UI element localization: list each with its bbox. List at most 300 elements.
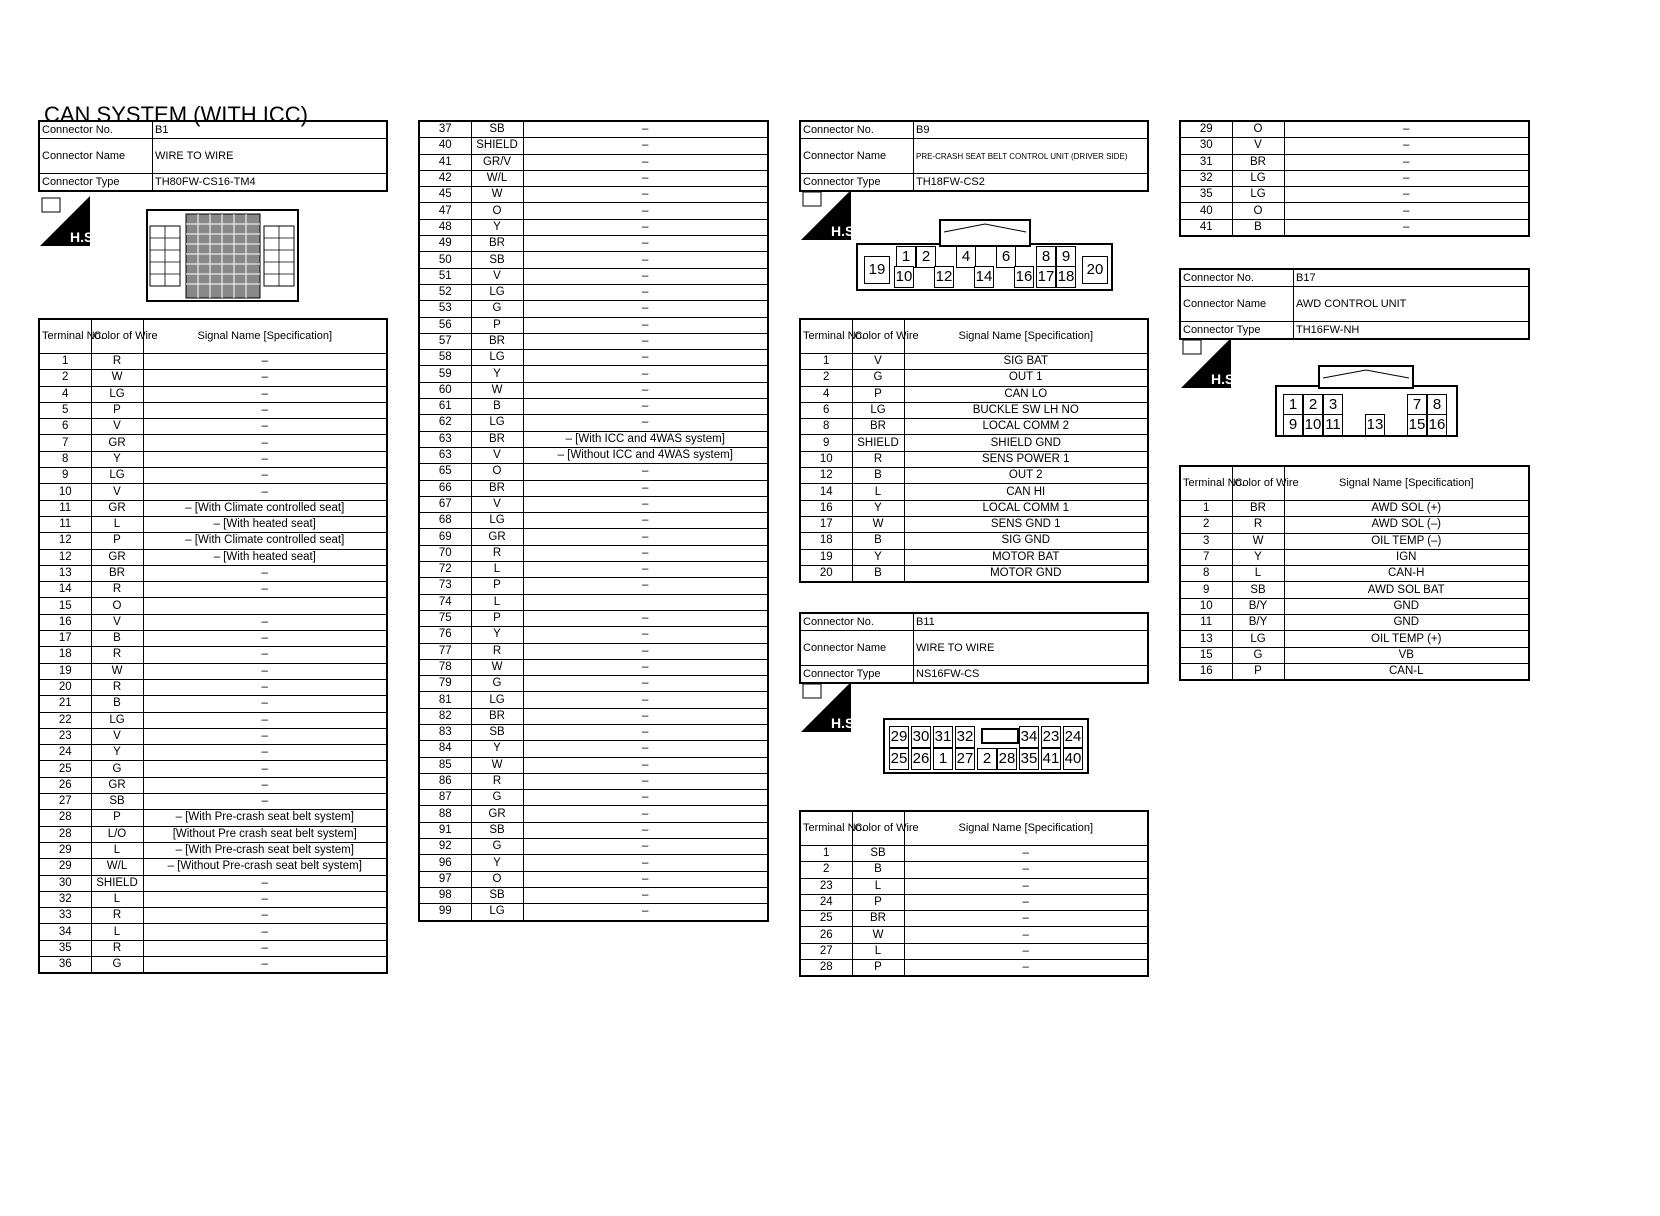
terminal-cell: 85 [419,757,471,773]
signal-cell: – [143,565,387,581]
signal-cell: AWD SOL (–) [1284,517,1529,533]
table-row [39,745,387,761]
label-connector-type: Connector Type [1180,322,1294,340]
signal-cell: – [143,663,387,679]
signal-cell: AWD SOL BAT [1284,582,1529,598]
color-cell: B/Y [1232,615,1284,631]
terminal-cell: 72 [419,562,471,578]
color-cell: G [852,370,904,386]
latch-slot [981,728,1019,744]
terminal-cell: 45 [419,187,471,203]
signal-cell: – [143,761,387,777]
color-cell: B [1232,219,1284,236]
label-connector-no: Connector No. [800,121,914,139]
cavity-pin: 8 [1427,394,1447,416]
color-cell: LG [471,513,523,529]
table-row [1180,501,1529,517]
terminal-cell: 8 [39,451,91,467]
color-cell: Y [1232,549,1284,565]
b9-info [799,120,1149,192]
terminal-cell: 2 [1180,517,1232,533]
header-terminal: Terminal No. [800,811,852,846]
signal-cell: – [523,627,768,643]
svg-text:H.S.: H.S. [1211,371,1239,387]
signal-cell: – [143,468,387,484]
color-cell: LG [471,692,523,708]
signal-cell: OIL TEMP (–) [1284,533,1529,549]
signal-cell: – [523,284,768,300]
table-row [419,170,768,186]
color-cell: P [852,960,904,977]
signal-cell: BUCKLE SW LH NO [904,402,1148,418]
table-row [419,578,768,594]
table-row [419,236,768,252]
terminal-cell: 41 [1180,219,1232,236]
b1-terminal-table-1 [38,318,388,974]
terminal-cell: 53 [419,301,471,317]
terminal-cell: 75 [419,610,471,626]
color-cell: LG [91,386,143,402]
table-row [800,565,1148,582]
color-cell: GR [91,549,143,565]
signal-cell: – [With ICC and 4WAS system] [523,431,768,447]
color-cell: B [91,631,143,647]
signal-cell: – [523,578,768,594]
color-cell: W [471,382,523,398]
signal-cell: – [523,643,768,659]
terminal-cell: 61 [419,399,471,415]
table-row [800,927,1148,943]
terminal-cell: 63 [419,447,471,463]
terminal-cell: 10 [1180,598,1232,614]
terminal-cell: 24 [39,745,91,761]
cavity-pin: 24 [1063,726,1083,748]
table-row [39,370,387,386]
terminal-cell: 11 [39,500,91,516]
signal-cell: – [143,875,387,891]
table-row [39,842,387,858]
signal-cell: – [904,927,1148,943]
b1-connector-name: WIRE TO WIRE [153,139,388,174]
table-row [419,855,768,871]
color-cell: SHIELD [852,435,904,451]
terminal-cell: 60 [419,382,471,398]
signal-cell: – [523,496,768,512]
color-cell: Y [91,745,143,761]
color-cell: SB [471,121,523,138]
color-cell: P [471,610,523,626]
table-row [419,187,768,203]
label-connector-type: Connector Type [800,666,914,684]
signal-cell: SIG GND [904,533,1148,549]
b1-connector-no: B1 [153,121,388,139]
signal-cell: – [523,170,768,186]
cavity-pin: 1 [1283,394,1303,416]
terminal-cell: 98 [419,887,471,903]
b1-connector-diagram [146,208,300,304]
signal-cell: – [523,610,768,626]
color-cell: G [471,676,523,692]
color-cell: B [91,696,143,712]
color-cell: V [91,484,143,500]
color-cell: SHIELD [91,875,143,891]
color-cell: V [91,614,143,630]
terminal-cell: 9 [800,435,852,451]
b11-connector-no: B11 [914,613,1149,631]
terminal-cell: 76 [419,627,471,643]
b1-info [38,120,388,192]
signal-cell: GND [1284,615,1529,631]
terminal-cell: 68 [419,513,471,529]
color-cell: W [471,659,523,675]
table-row [419,203,768,219]
color-cell: P [471,317,523,333]
table-row [800,386,1148,402]
signal-cell: – [1284,138,1529,154]
terminal-cell: 91 [419,822,471,838]
table-row [419,138,768,154]
table-row [419,806,768,822]
table-row [419,594,768,610]
color-cell: V [471,496,523,512]
color-cell: W [91,370,143,386]
terminal-cell: 15 [39,598,91,614]
b9-connector-name: PRE-CRASH SEAT BELT CONTROL UNIT (DRIVER SIDE) [914,139,1149,174]
terminal-cell: 12 [39,549,91,565]
signal-cell: – [143,647,387,663]
table-row [39,891,387,907]
signal-cell: – [904,943,1148,959]
b17-info [1179,268,1530,340]
header-signal: Signal Name [Specification] [904,319,1148,354]
signal-cell: – [523,464,768,480]
color-cell: SB [1232,582,1284,598]
signal-cell: – [523,904,768,921]
signal-cell: – [523,333,768,349]
color-cell: W/L [471,170,523,186]
color-cell: P [852,386,904,402]
table-row [39,826,387,842]
color-cell: R [1232,517,1284,533]
color-cell: R [471,545,523,561]
cavity-pin: 20 [1082,256,1108,284]
table-row [419,284,768,300]
table-row [800,500,1148,516]
color-cell: V [91,728,143,744]
terminal-cell: 63 [419,431,471,447]
signal-cell: – [904,862,1148,878]
color-cell: L [91,516,143,532]
table-row [39,794,387,810]
color-cell: BR [471,480,523,496]
signal-cell: – [143,451,387,467]
table-row [39,908,387,924]
cavity-pin: 17 [1036,266,1056,288]
signal-cell: SHIELD GND [904,435,1148,451]
cavity-pin: 32 [955,726,975,748]
terminal-cell: 18 [39,647,91,663]
b17-connector-no: B17 [1294,269,1530,287]
table-row [1180,187,1529,203]
table-row [1180,631,1529,647]
terminal-cell: 29 [39,842,91,858]
color-cell: Y [91,451,143,467]
signal-cell: – [523,268,768,284]
terminal-cell: 99 [419,904,471,921]
terminal-cell: 2 [39,370,91,386]
terminal-cell: 12 [800,468,852,484]
terminal-cell: 13 [1180,631,1232,647]
header-signal: Signal Name [Specification] [904,811,1148,846]
signal-cell: CAN-L [1284,663,1529,680]
signal-cell: – [523,399,768,415]
color-cell: R [91,354,143,370]
terminal-cell: 19 [39,663,91,679]
color-cell: SB [471,724,523,740]
table-row [1180,663,1529,680]
color-cell: L [91,842,143,858]
color-cell: GR [471,806,523,822]
table-header [800,811,1148,846]
color-cell: V [471,447,523,463]
terminal-cell: 79 [419,676,471,692]
table-row [800,402,1148,418]
terminal-cell: 31 [1180,154,1232,170]
table-row [1180,219,1529,236]
signal-cell: – [143,419,387,435]
label-connector-name: Connector Name [800,139,914,174]
terminal-cell: 57 [419,333,471,349]
table-row [1180,598,1529,614]
terminal-cell: 37 [419,121,471,138]
signal-cell: – [523,529,768,545]
b11-terminal-table-cont [1179,120,1530,237]
table-row [419,301,768,317]
color-cell: W [471,757,523,773]
signal-cell: OUT 2 [904,468,1148,484]
color-cell: W [471,187,523,203]
color-cell: R [471,773,523,789]
cavity-pin: 27 [955,748,975,770]
table-row [800,435,1148,451]
table-row [39,598,387,614]
table-row [39,419,387,435]
table-row [800,943,1148,959]
cavity-pin: 12 [934,266,954,288]
label-connector-name: Connector Name [800,631,914,666]
terminal-cell: 84 [419,741,471,757]
page-title: CAN SYSTEM (WITH ICC) [44,102,308,127]
cavity-pin: 1 [933,748,953,770]
table-row [419,692,768,708]
table-row [39,549,387,565]
signal-cell: – [523,480,768,496]
table-row [800,549,1148,565]
table-row [39,582,387,598]
label-connector-name: Connector Name [39,139,153,174]
signal-cell: LOCAL COMM 2 [904,419,1148,435]
terminal-cell: 2 [800,862,852,878]
color-cell: LG [471,904,523,921]
signal-cell: – [523,871,768,887]
signal-cell: – [523,301,768,317]
terminal-cell: 30 [1180,138,1232,154]
color-cell: O [471,203,523,219]
table-row [1180,582,1529,598]
signal-cell: – [523,822,768,838]
terminal-cell: 78 [419,659,471,675]
color-cell: LG [852,402,904,418]
table-row [419,333,768,349]
signal-cell: – [904,960,1148,977]
terminal-cell: 14 [39,582,91,598]
signal-cell: – [523,855,768,871]
terminal-cell: 88 [419,806,471,822]
table-row [800,960,1148,977]
table-row [39,614,387,630]
signal-cell: – [143,386,387,402]
table-row [1180,647,1529,663]
terminal-cell: 30 [39,875,91,891]
header-terminal: Terminal No. [800,319,852,354]
table-row [39,386,387,402]
signal-cell: – [143,631,387,647]
color-cell: B [471,399,523,415]
color-cell: O [1232,121,1284,138]
table-row [800,370,1148,386]
signal-cell: IGN [1284,549,1529,565]
table-row [39,712,387,728]
signal-cell: GND [1284,598,1529,614]
color-cell: W/L [91,859,143,875]
signal-cell: LOCAL COMM 1 [904,500,1148,516]
terminal-cell: 25 [39,761,91,777]
terminal-cell: 26 [800,927,852,943]
terminal-cell: 35 [39,940,91,956]
signal-cell: – [143,728,387,744]
signal-cell: – [523,839,768,855]
signal-cell: – [1284,219,1529,236]
b9-connector-no: B9 [914,121,1149,139]
terminal-cell: 6 [800,402,852,418]
cavity-pin: 14 [974,266,994,288]
signal-cell: – [With Pre-crash seat belt system] [143,842,387,858]
signal-cell: [Without Pre crash seat belt system] [143,826,387,842]
signal-cell: MOTOR BAT [904,549,1148,565]
terminal-cell: 59 [419,366,471,382]
signal-cell: OIL TEMP (+) [1284,631,1529,647]
terminal-cell: 52 [419,284,471,300]
b11-info [799,612,1149,684]
b9-connector-type: TH18FW-CS2 [914,174,1149,192]
b17-connector-type: TH16FW-NH [1294,322,1530,340]
terminal-cell: 83 [419,724,471,740]
hs-connector-icon [40,196,98,246]
signal-cell: – [523,562,768,578]
b1-terminal-table-2 [418,120,769,922]
b11-connector-type: NS16FW-CS [914,666,1149,684]
terminal-cell: 48 [419,219,471,235]
table-header [39,319,387,354]
table-row [800,878,1148,894]
terminal-cell: 32 [39,891,91,907]
signal-cell: – [143,794,387,810]
terminal-cell: 27 [800,943,852,959]
cavity-pin: 9 [1056,246,1076,268]
color-cell: O [471,871,523,887]
table-row [419,480,768,496]
table-row [419,431,768,447]
terminal-cell: 29 [39,859,91,875]
signal-cell: CAN HI [904,484,1148,500]
signal-cell: – [523,154,768,170]
b9-terminal-table [799,318,1149,583]
terminal-cell: 18 [800,533,852,549]
terminal-cell: 65 [419,464,471,480]
cavity-pin: 3 [1323,394,1343,416]
signal-cell: MOTOR GND [904,565,1148,582]
color-cell: BR [1232,154,1284,170]
signal-cell: – [523,887,768,903]
cavity-pin: 4 [956,246,976,268]
terminal-cell: 16 [39,614,91,630]
signal-cell: – [523,219,768,235]
b17-terminal-table [1179,465,1530,681]
signal-cell: VB [1284,647,1529,663]
hs-connector-icon [801,682,859,732]
header-color: Color of Wire [852,319,904,354]
b11-connector-diagram [883,718,1089,774]
cavity-pin: 34 [1019,726,1039,748]
terminal-cell: 28 [39,826,91,842]
signal-cell: CAN LO [904,386,1148,402]
signal-cell: – [523,382,768,398]
signal-cell: SENS GND 1 [904,516,1148,532]
terminal-cell: 5 [39,402,91,418]
signal-cell: AWD SOL (+) [1284,501,1529,517]
terminal-cell: 58 [419,350,471,366]
color-cell: LG [91,468,143,484]
terminal-cell: 36 [39,956,91,973]
cavity-pin: 2 [916,246,936,268]
color-cell: W [852,516,904,532]
terminal-cell: 3 [1180,533,1232,549]
cavity-pin: 25 [889,748,909,770]
terminal-cell: 21 [39,696,91,712]
terminal-cell: 87 [419,790,471,806]
color-cell: LG [91,712,143,728]
table-row [39,940,387,956]
color-cell: SB [471,822,523,838]
signal-cell: – [1284,170,1529,186]
table-row [1180,517,1529,533]
color-cell: LG [471,350,523,366]
color-cell: SB [471,252,523,268]
table-row [1180,549,1529,565]
color-cell: BR [471,333,523,349]
table-row [1180,203,1529,219]
terminal-cell: 14 [800,484,852,500]
color-cell: BR [91,565,143,581]
color-cell: G [91,761,143,777]
color-cell: G [471,790,523,806]
color-cell: B [852,533,904,549]
signal-cell: – [523,659,768,675]
color-cell: Y [471,855,523,871]
terminal-cell: 82 [419,708,471,724]
signal-cell: – [143,354,387,370]
table-row [419,350,768,366]
